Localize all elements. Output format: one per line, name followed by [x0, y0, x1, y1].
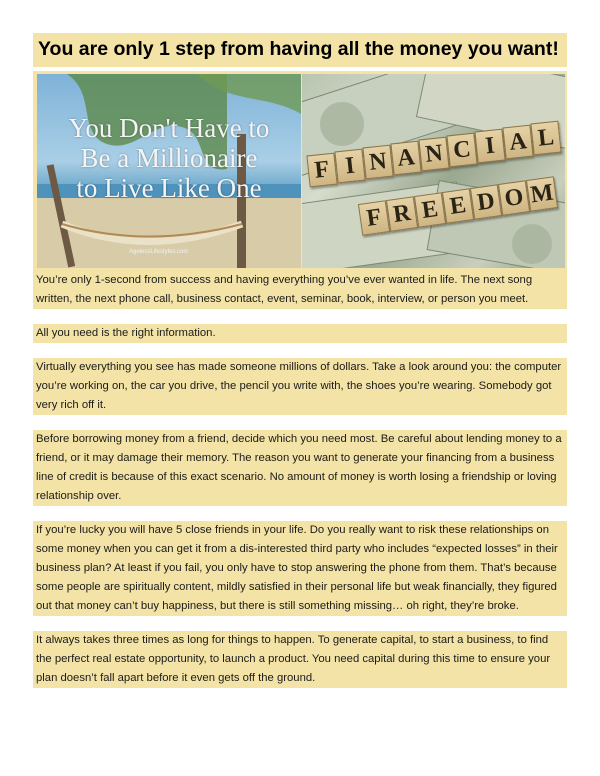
paragraph-6: It always takes three times as long for things to happen. To generate capital, to start a business, to find the perfect real estate opportunity, to launch a product. You need capital during this time to ensure your plan doesn’t fall apart before it even gets off the ground. [33, 631, 567, 688]
tile-freedom-5: D [470, 184, 502, 220]
tile-financial-3: N [362, 145, 393, 180]
image-credit: AgelessLifestyles.com [129, 249, 189, 255]
tile-financial-7: I [474, 129, 505, 164]
document-page [33, 33, 567, 688]
tile-freedom-3: E [414, 192, 446, 228]
title-block [33, 33, 567, 67]
paragraph-3: Virtually everything you see has made someone millions of dollars. Take a look around you: the computer you’re working on, the car you drive, the pencil you write with, the shoes you’re wearing. Somebody got very rich off it. [33, 358, 567, 415]
overlay-line-3: to Live Like One [76, 173, 262, 203]
paragraph-1: You’re only 1-second from success and having everything you’ve ever wanted in life. The next song written, the next phone call, business contact, event, seminar, book, interview, or person you meet. [33, 271, 567, 309]
tile-financial-4: A [390, 141, 421, 176]
hero-images [33, 71, 567, 271]
paragraph-4: Before borrowing money from a friend, decide which you need most. Be careful about lending money to a friend, or it may damage their memory. The reason you want to generate your financing from a business line of credit is because of this exact scenario. No amount of money is worth losing a friendship or loving relationship over. [33, 430, 567, 506]
paragraph-5: If you’re lucky you will have 5 close friends in your life. Do you really want to risk these relationships on some money when you can get it from a dis-interested third party who includes “expected losses” in their business plan? At least if you fail, you only have to stop answering the phone from them. That’s because some people are spiritually content, mildly satisfied in their personal life but weak financially, they figured out that money can’t buy happiness, but there is still something missing… oh right, they’re broke. [33, 521, 567, 616]
tile-freedom-4: E [442, 188, 474, 224]
tile-freedom-6: O [498, 180, 530, 216]
tile-financial-9: L [530, 121, 561, 156]
tile-freedom-7: M [526, 176, 558, 212]
tile-financial-5: N [418, 137, 449, 172]
overlay-line-2: Be a Millionaire [80, 143, 258, 173]
tile-freedom-1: F [358, 200, 390, 236]
paragraph-2: All you need is the right information. [33, 324, 567, 343]
tile-financial-8: A [502, 125, 533, 160]
tile-freedom-2: R [386, 196, 418, 232]
tile-financial-1: F [306, 153, 337, 188]
financial-freedom-image [302, 74, 565, 268]
tile-financial-2: I [334, 149, 365, 184]
beach-hammock-image [37, 74, 301, 268]
page-title: You are only 1 step from having all the money you want! [38, 38, 559, 60]
overlay-line-1: You Don't Have to [68, 113, 270, 143]
tile-financial-6: C [446, 133, 477, 168]
